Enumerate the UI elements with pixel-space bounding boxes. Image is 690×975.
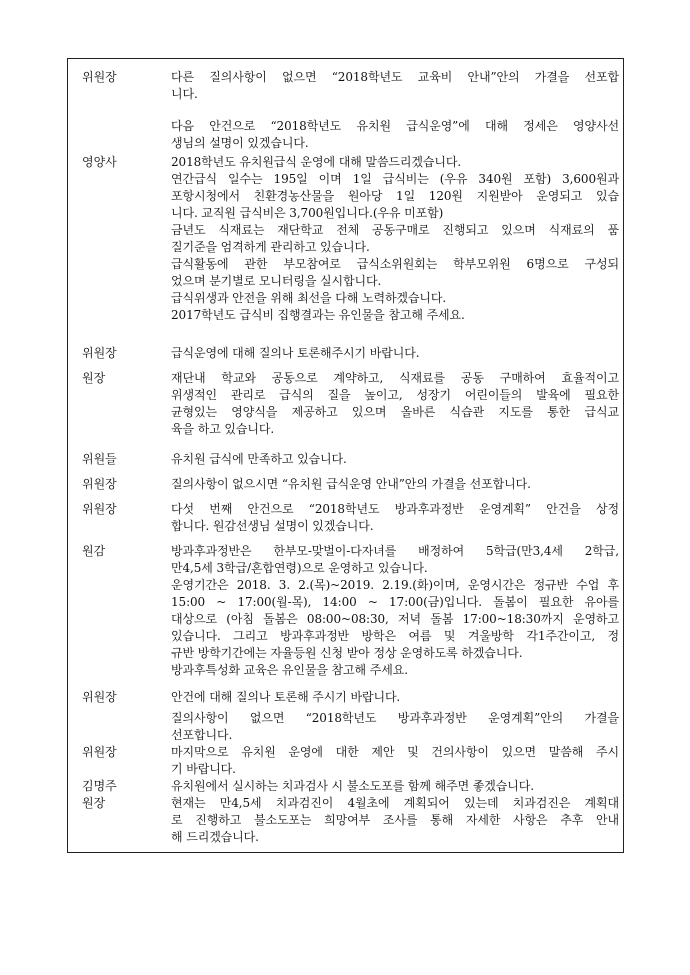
speaker-label: 김명주 xyxy=(82,779,117,793)
text-line: 다른 질의사항이 없으면 “2018학년도 교육비 안내”안의 가결을 선포합 xyxy=(171,70,619,84)
text-line: 2017학년도 급식비 집행결과는 유인물을 참고해 주세요. xyxy=(171,308,465,322)
text-line: 현재는 만4,5세 치과검진이 4월초에 계획되어 있는데 치과검진은 계획대 xyxy=(171,796,619,810)
speech-text xyxy=(171,69,619,103)
text-line: 질기준을 엄격하게 관리하고 있습니다. xyxy=(171,240,370,254)
speech-text xyxy=(171,370,619,438)
text-line: 급식활동에 관한 부모참여로 급식소위원회는 학부모위원 6명으로 구성되 xyxy=(171,257,619,271)
text-line: 육을 하고 있습니다. xyxy=(171,422,275,436)
text-line: 질의사항이 없으시면 “유치원 급식운영 안내”안의 가결을 선포합니다. xyxy=(171,477,531,491)
speech-text xyxy=(171,476,619,493)
text-line: 대상으로 (아침 돌봄은 08:00~08:30, 저녁 돌봄 17:00~18:30까지 운영하고 xyxy=(171,612,619,626)
text-line: 포항시청에서 친환경농산물을 원아당 1일 120원 지원받아 운영되고 있습 xyxy=(171,189,619,203)
text-line: 있습니다. 그리고 방과후과정반 방학은 여름 및 겨울방학 각1주간이고, 정 xyxy=(171,629,619,643)
speaker-label: 영양사 xyxy=(82,155,117,169)
text-line: 선포합니다. xyxy=(171,728,233,742)
text-line: 방과후특성화 교육은 유인물을 참고해 주세요. xyxy=(171,663,408,677)
text-line: 합니다. 원감선생님 설명이 있겠습니다. xyxy=(171,519,374,533)
speech-text xyxy=(171,118,619,152)
text-line: 니다. xyxy=(171,87,198,101)
text-line: 재단내 학교와 공동으로 계약하고, 식재료를 공동 구매하여 효율적이고 xyxy=(171,371,619,385)
speaker-label: 원감 xyxy=(82,544,106,558)
speaker-label: 위원장 xyxy=(82,70,117,84)
speaker-label: 원장 xyxy=(82,371,106,385)
speaker-label: 위원장 xyxy=(82,477,117,491)
text-line: 연간급식 일수는 195일 이며 1일 급식비는 (우유 340원 포함) 3,600원과 xyxy=(171,172,619,186)
speech-text xyxy=(171,543,619,679)
speech-text xyxy=(171,689,619,706)
speech-text xyxy=(171,154,619,324)
text-line: 질의사항이 없으면 “2018학년도 방과후과정반 운영계획”안의 가결을 xyxy=(171,711,619,725)
text-line: 해 드리겠습니다. xyxy=(171,830,259,844)
speech-text xyxy=(171,795,619,846)
text-line: 운영기간은 2018. 3. 2.(목)~2019. 2.19.(화)이며, 운영시간은 정규반 수업 후 xyxy=(171,578,619,592)
speaker-label: 위원장 xyxy=(82,745,117,759)
text-line: 급식운영에 대해 질의나 토론해주시기 바랍니다. xyxy=(171,346,420,360)
text-line: 방과후과정반은 한부모-맞벌이-다자녀를 배정하여 5학급(만3,4세 2학급, xyxy=(171,544,619,558)
speech-text xyxy=(171,501,619,535)
text-line: 만4,5세 3학급/혼합연령)으로 운영하고 있습니다. xyxy=(171,561,428,575)
text-line: 마지막으로 유치원 운영에 대한 제안 및 건의사항이 있으면 말씀해 주시 xyxy=(171,745,619,759)
speech-text xyxy=(171,710,619,744)
text-line: 급식위생과 안전을 위해 최선을 다해 노력하겠습니다. xyxy=(171,291,447,305)
text-line: 15:00 ~ 17:00(월-목), 14:00 ~ 17:00(금)입니다. 돌봄이 필요한 유아를 xyxy=(171,595,619,609)
speaker-label: 위원장 xyxy=(82,502,117,516)
text-line: 균형있는 영양식을 제공하고 있으며 올바른 식습관 지도를 통한 급식교 xyxy=(171,405,619,419)
text-line: 유치원 급식에 만족하고 있습니다. xyxy=(171,452,347,466)
speech-text xyxy=(171,778,619,795)
speaker-label: 위원장 xyxy=(82,690,117,704)
text-line: 로 진행하고 불소도포는 희망여부 조사를 통해 자세한 사항은 추후 안내 xyxy=(171,813,619,827)
speaker-label: 위원들 xyxy=(82,452,117,466)
speaker-label: 위원장 xyxy=(82,346,117,360)
text-line: 2018학년도 유치원급식 운영에 대해 말씀드리겠습니다. xyxy=(171,155,462,169)
minutes-box xyxy=(67,58,624,853)
text-line: 기 바랍니다. xyxy=(171,762,236,776)
text-line: 금년도 식재료는 재단학교 전체 공동구매로 진행되고 있으며 식재료의 품 xyxy=(171,223,619,237)
text-line: 다섯 번째 안건으로 “2018학년도 방과후과정반 운영계획” 안건을 상정 xyxy=(171,502,619,516)
text-line: 규반 방학기간에는 자율등원 신청 받아 정상 운영하도록 하겠습니다. xyxy=(171,646,523,660)
text-line: 었으며 분기별로 모니터링을 실시합니다. xyxy=(171,274,382,288)
speech-text xyxy=(171,345,619,362)
speech-text xyxy=(171,744,619,778)
text-line: 생님의 설명이 있겠습니다. xyxy=(171,136,309,150)
text-line: 니다. 교직원 급식비은 3,700원입니다.(우유 미포함) xyxy=(171,206,444,220)
text-line: 위생적인 관리로 급식의 질을 높이고, 성장기 어린이들의 발육에 필요한 xyxy=(171,388,619,402)
text-line: 유치원에서 실시하는 치과검사 시 불소도포를 함께 해주면 좋겠습니다. xyxy=(171,779,534,793)
text-line: 안건에 대해 질의나 토론해 주시기 바랍니다. xyxy=(171,690,401,704)
speech-text xyxy=(171,451,619,468)
speaker-label: 원장 xyxy=(82,796,106,810)
text-line: 다음 안건으로 “2018학년도 유치원 급식운영”에 대해 정세은 영양사선 xyxy=(171,119,619,133)
